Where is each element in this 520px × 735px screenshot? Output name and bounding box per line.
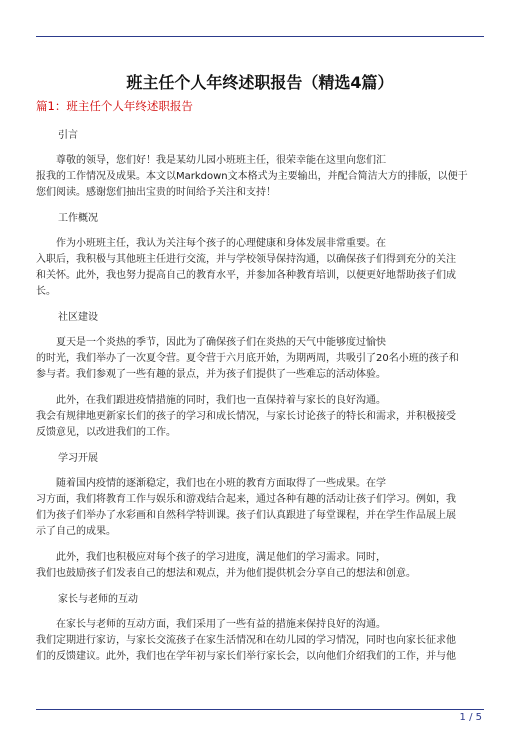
paragraph: [36, 617, 484, 665]
section-heading: 工作概况: [58, 213, 98, 224]
paragraph-line: 作为小班班主任，我认为关注每个孩子的心理健康和身体发展非常重要。在: [56, 238, 386, 249]
section-heading: 学习开展: [58, 453, 98, 464]
document-body: [36, 128, 484, 675]
paragraph: [36, 550, 484, 582]
paragraph-line: 此外，在我们跟进疫情措施的同时，我们也一直保持着与家长的良好沟通。: [56, 395, 386, 406]
paragraph: [36, 393, 484, 441]
paragraph-line: 习方面，我们将教育工作与娱乐和游戏结合起来，通过各种有趣的活动让孩子们学习。例如，我: [36, 494, 456, 505]
paragraph-line: 随着国内疫情的逐渐稳定，我们也在小班的教育方面取得了一些成果。在学: [56, 478, 386, 489]
top-rule: [36, 36, 484, 37]
section-heading: 家长与老师的互动: [58, 594, 138, 605]
paragraph-line: 入职后，我积极与其他班主任进行交流，并与学校领导保持沟通，以确保孩子们得到充分的关注: [36, 254, 456, 265]
paragraph-line: 我们定期进行家访，与家长交流孩子在家生活情况和在幼儿园的学习情况，同时也向家长征求他: [36, 635, 456, 646]
paragraph: [36, 476, 484, 540]
paragraph-line: 和关怀。此外，我也努力提高自己的教育水平，并参加各种教育培训，以便更好地帮助孩子们成: [36, 270, 456, 281]
paragraph-line: 的时光，我们举办了一次夏令营。夏令营于六月底开始，为期两周，共吸引了20名小班的孩子和: [36, 353, 459, 364]
paragraph-line: 示了自己的成果。: [36, 526, 116, 537]
paragraph-line: 长。: [36, 286, 56, 297]
paragraph-line: 此外，我们也积极应对每个孩子的学习进度，满足他们的学习需求。同时，: [56, 552, 386, 563]
paragraph: [36, 236, 484, 300]
bottom-rule: [36, 709, 484, 710]
paragraph-line: 夏天是一个炎热的季节，因此为了确保孩子们在炎热的天气中能够度过愉快: [56, 337, 386, 348]
paragraph-line: 我们也鼓励孩子们发表自己的想法和观点，并为他们提供机会分享自己的想法和创意。: [36, 568, 416, 579]
document-title: 班主任个人年终述职报告（精选4篇）: [126, 73, 394, 92]
paragraph-line: 参与者。我们参观了一些有趣的景点，并为孩子们提供了一些难忘的活动体验。: [36, 369, 386, 380]
paragraph-line: 反馈意见，以改进我们的工作。: [36, 427, 176, 438]
chapter-title: 篇1：班主任个人年终述职报告: [36, 99, 193, 113]
paragraph-line: 我会有规律地更新家长们的孩子的学习和成长情况，与家长讨论孩子的特长和需求，并积极接受: [36, 411, 456, 422]
paragraph-line: 报我的工作情况及成果。本文以Markdown文本格式为主要输出，并配合简洁大方的排版，以便于: [36, 171, 468, 182]
paragraph-line: 在家长与老师的互动方面，我们采用了一些有益的措施来保持良好的沟通。: [56, 619, 386, 630]
section-heading: 引言: [58, 130, 78, 141]
paragraph-line: 们为孩子们举办了水彩画和自然科学特训课。孩子们认真跟进了每堂课程，并在学生作品展上展: [36, 510, 456, 521]
page-indicator: 1 / 5: [459, 712, 482, 723]
paragraph-line: 尊敬的领导，您们好！我是某幼儿园小班班主任，很荣幸能在这里向您们汇: [56, 155, 386, 166]
paragraph: [36, 335, 484, 383]
paragraph-line: 您们阅读。感谢您们抽出宝贵的时间给予关注和支持！: [36, 187, 276, 198]
paragraph: [36, 153, 484, 201]
section-heading: 社区建设: [58, 312, 98, 323]
paragraph-line: 们的反馈建议。此外，我们也在学年初与家长们举行家长会，以向他们介绍我们的工作，并与他: [36, 651, 456, 662]
